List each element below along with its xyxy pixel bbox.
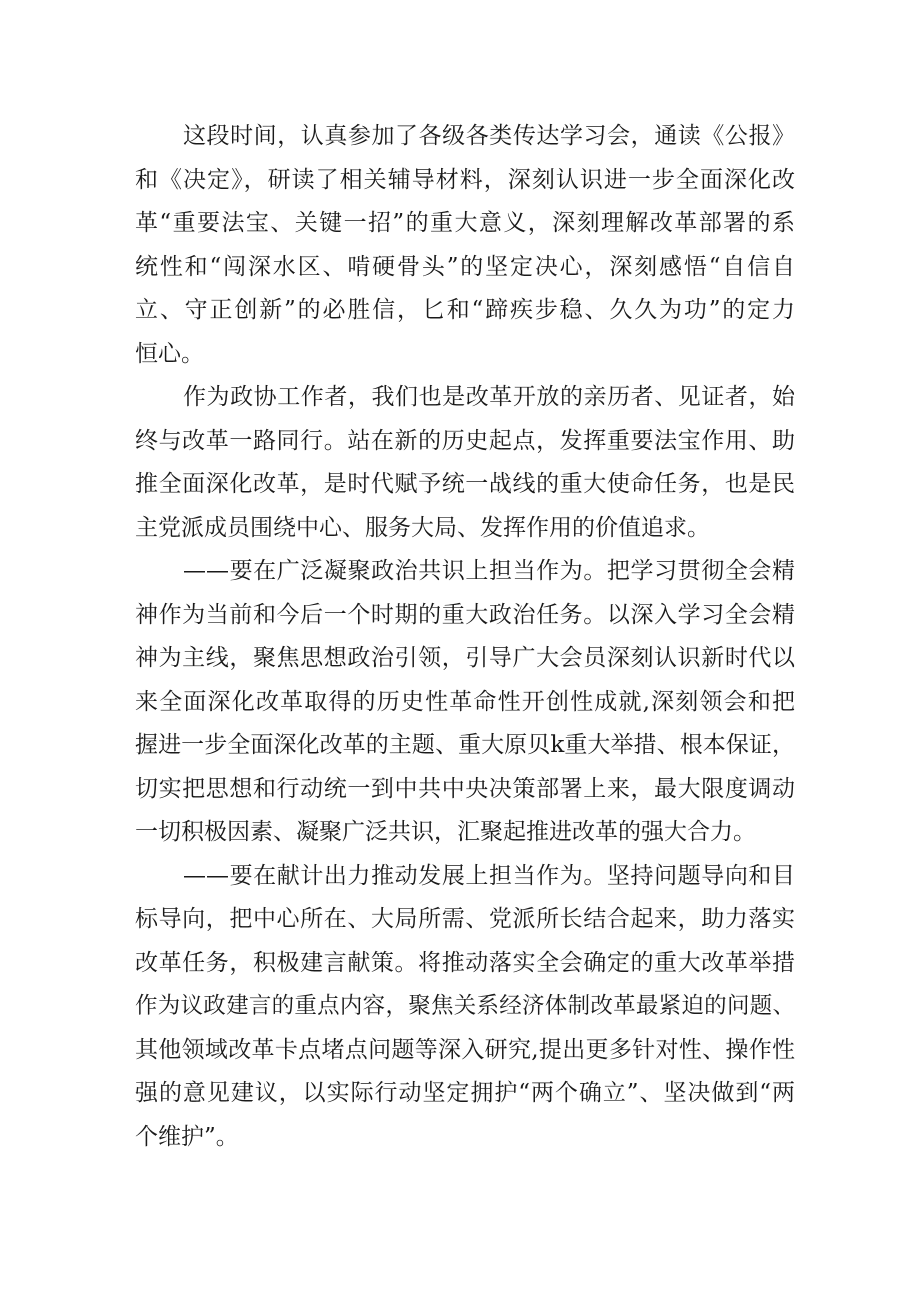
paragraph-line: 一切积极因素、凝聚广泛共识，汇聚起推进改革的强大合力。 <box>135 819 756 845</box>
paragraph-line: 标导向，把中心所在、大局所需、党派所长结合起来，助力落实 <box>135 906 795 932</box>
paragraph-line: 其他领域改革卡点堵点问题等深入研究,提出更多针对性、操作性 <box>135 1037 795 1063</box>
paragraph-line: 切实把思想和行动统一到中共中央决策部署上来，最大限度调动 <box>135 776 795 802</box>
paragraph-line: 强的意见建议，以实际行动坚定拥护“两个确立”、坚决做到“两 <box>135 1080 795 1106</box>
paragraph-line: 神为主线，聚焦思想政治引领，引导广大会员深刻认识新时代以 <box>135 645 795 671</box>
paragraph-line: 主党派成员围绕中心、服务大局、发挥作用的价值追求。 <box>135 515 710 541</box>
paragraph-line: 立、守正创新”的必胜信，匕和“蹄疾步稳、久久为功”的定力 <box>135 297 795 323</box>
paragraph-line: 作为政协工作者，我们也是改革开放的亲历者、见证者，始 <box>183 384 795 410</box>
paragraph-line: ——要在献计出力推动发展上担当作为。坚持问题导向和目 <box>183 863 795 889</box>
paragraph-line: 恒心。 <box>135 341 204 367</box>
paragraph-line: 作为议政建言的重点内容，聚焦关系经济体制改革最紧迫的问题、 <box>135 993 795 1019</box>
paragraph-line: 个维护”。 <box>135 1124 239 1150</box>
paragraph-line: 改革任务，积极建言献策。将推动落实全会确定的重大改革举措 <box>135 950 795 976</box>
paragraph-line: 握进一步全面深化改革的主题、重大原贝k重大举措、根本保证， <box>135 732 795 758</box>
paragraph-line: 这段时间，认真参加了各级各类传达学习会，通读《公报》 <box>183 123 795 149</box>
paragraph-line: 革“重要法宝、关键一招”的重大意义，深刻理解改革部署的系 <box>135 210 795 236</box>
paragraph-line: 终与改革一路同行。站在新的历史起点，发挥重要法宝作用、助 <box>135 428 795 454</box>
paragraph-line: 和《决定》，研读了相关辅导材料，深刻认识进一步全面深化改 <box>135 167 795 193</box>
paragraph-line: ——要在广泛凝聚政治共识上担当作为。把学习贯彻全会精 <box>183 558 795 584</box>
paragraph-line: 推全面深化改革，是时代赋予统一战线的重大使命任务，也是民 <box>135 471 795 497</box>
paragraph-line: 来全面深化改革取得的历史性革命性开创性成就,深刻领会和把 <box>135 689 795 715</box>
paragraph-line: 统性和“闯深水区、啃硬骨头”的坚定决心，深刻感悟“自信自 <box>135 254 795 280</box>
paragraph-line: 神作为当前和今后一个时期的重大政治任务。以深入学习全会精 <box>135 602 795 628</box>
